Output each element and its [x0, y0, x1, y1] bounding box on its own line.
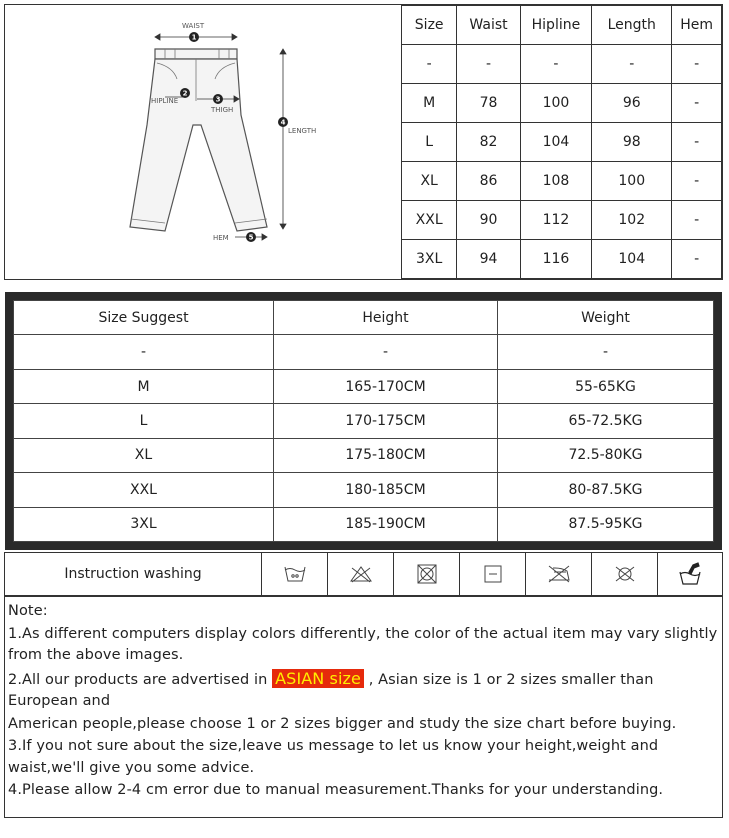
table-cell: 102	[592, 201, 672, 240]
washing-label: Instruction washing	[5, 553, 262, 595]
table-cell: M	[14, 369, 274, 403]
table-row	[14, 335, 714, 369]
table-cell: 165-170CM	[274, 369, 498, 403]
table-cell: -	[402, 45, 457, 84]
table-cell: -	[592, 45, 672, 84]
thigh-label: THIGH	[211, 106, 234, 114]
marker-3: 3	[215, 95, 221, 104]
table-cell: 175-180CM	[274, 438, 498, 472]
wash-30-icon	[262, 553, 328, 595]
table-cell: 94	[457, 240, 520, 279]
table-cell: -	[498, 335, 714, 369]
table-cell: 185-190CM	[274, 507, 498, 541]
table-cell: 90	[457, 201, 520, 240]
dry-flat-icon	[460, 553, 526, 595]
iron-icon	[526, 553, 592, 595]
table-row	[14, 404, 714, 438]
header-size-suggest: Size Suggest	[14, 301, 274, 335]
table-cell: 82	[457, 123, 520, 162]
table-cell: 86	[457, 162, 520, 201]
pants-outline	[130, 59, 267, 231]
table-cell: 112	[520, 201, 591, 240]
note-1: 1.As different computers display colors differently, the color of the actual item may vary slightly from the above images.	[8, 625, 718, 663]
table-cell: 116	[520, 240, 591, 279]
table-cell: 78	[457, 84, 520, 123]
table-cell: L	[402, 123, 457, 162]
note-4: 4.Please allow 2-4 cm error due to manual measurement.Thanks for your understanding.	[8, 782, 664, 798]
table-cell: 65-72.5KG	[498, 404, 714, 438]
table-cell: 104	[520, 123, 591, 162]
note-2-post: , Asian size is 1 or 2 sizes smaller than European and	[8, 671, 654, 709]
table-cell: 3XL	[402, 240, 457, 279]
table-cell: 170-175CM	[274, 404, 498, 438]
table-row	[402, 123, 722, 162]
washing-instructions	[4, 552, 723, 596]
table-cell: 55-65KG	[498, 369, 714, 403]
table-cell: -	[672, 123, 722, 162]
table-cell: -	[14, 335, 274, 369]
asian-size-highlight: ASIAN size	[272, 669, 364, 688]
table-cell: XL	[14, 438, 274, 472]
header-hem: Hem	[672, 6, 722, 45]
table-cell: -	[274, 335, 498, 369]
table-cell: L	[14, 404, 274, 438]
table-row	[14, 473, 714, 507]
no-tumble-dry-icon	[394, 553, 460, 595]
no-bleach-icon	[328, 553, 394, 595]
hipline-label: HIPLINE	[151, 97, 179, 105]
size-suggest-table	[13, 300, 714, 542]
note-2	[8, 668, 722, 713]
notes-title: Note:	[8, 603, 48, 619]
note-2-continued: American people,please choose 1 or 2 sizes bigger and study the size chart before buying.	[8, 715, 677, 732]
table-row	[402, 162, 722, 201]
size-suggest-frame	[5, 292, 722, 550]
table-cell: -	[520, 45, 591, 84]
table-cell: 180-185CM	[274, 473, 498, 507]
waist-label: WAIST	[182, 22, 205, 30]
table-row	[402, 240, 722, 279]
table-header-row	[14, 301, 714, 335]
header-length: Length	[592, 6, 672, 45]
table-cell: 100	[520, 84, 591, 123]
table-cell: 108	[520, 162, 591, 201]
note-3: 3.If you not sure about the size,leave us message to let us know your height,weight and waist,we'll give you some advice.	[8, 738, 659, 776]
table-cell: XL	[402, 162, 457, 201]
header-hipline: Hipline	[520, 6, 591, 45]
size-measurement-table	[401, 5, 722, 279]
table-row	[402, 201, 722, 240]
table-cell: -	[672, 45, 722, 84]
table-cell: 104	[592, 240, 672, 279]
waistband	[155, 49, 237, 59]
table-cell: -	[672, 162, 722, 201]
table-cell: 98	[592, 123, 672, 162]
header-height: Height	[274, 301, 498, 335]
pants-measurement-diagram	[5, 5, 401, 279]
length-label: LENGTH	[288, 127, 317, 135]
table-cell: 100	[592, 162, 672, 201]
size-chart-section	[4, 4, 723, 280]
notes-section	[4, 596, 723, 818]
header-size: Size	[402, 6, 457, 45]
table-row	[14, 438, 714, 472]
table-cell: M	[402, 84, 457, 123]
table-cell: -	[672, 240, 722, 279]
table-header-row	[402, 6, 722, 45]
table-cell: 80-87.5KG	[498, 473, 714, 507]
table-cell: 96	[592, 84, 672, 123]
table-cell: -	[672, 84, 722, 123]
table-row	[402, 84, 722, 123]
table-cell: -	[457, 45, 520, 84]
header-weight: Weight	[498, 301, 714, 335]
marker-5: 5	[248, 233, 254, 242]
table-cell: 87.5-95KG	[498, 507, 714, 541]
marker-4: 4	[280, 118, 286, 127]
table-cell: XXL	[14, 473, 274, 507]
marker-2: 2	[182, 89, 188, 98]
table-row	[14, 369, 714, 403]
table-cell: -	[672, 201, 722, 240]
no-dry-clean-icon	[592, 553, 658, 595]
note-2-pre: 2.All our products are advertised in	[8, 671, 273, 688]
header-waist: Waist	[457, 6, 520, 45]
hand-wash-icon	[658, 553, 722, 595]
table-cell: 72.5-80KG	[498, 438, 714, 472]
hem-label: HEM	[213, 234, 229, 242]
table-cell: 3XL	[14, 507, 274, 541]
table-row	[402, 45, 722, 84]
table-cell: XXL	[402, 201, 457, 240]
table-row	[14, 507, 714, 541]
marker-1: 1	[191, 33, 197, 42]
